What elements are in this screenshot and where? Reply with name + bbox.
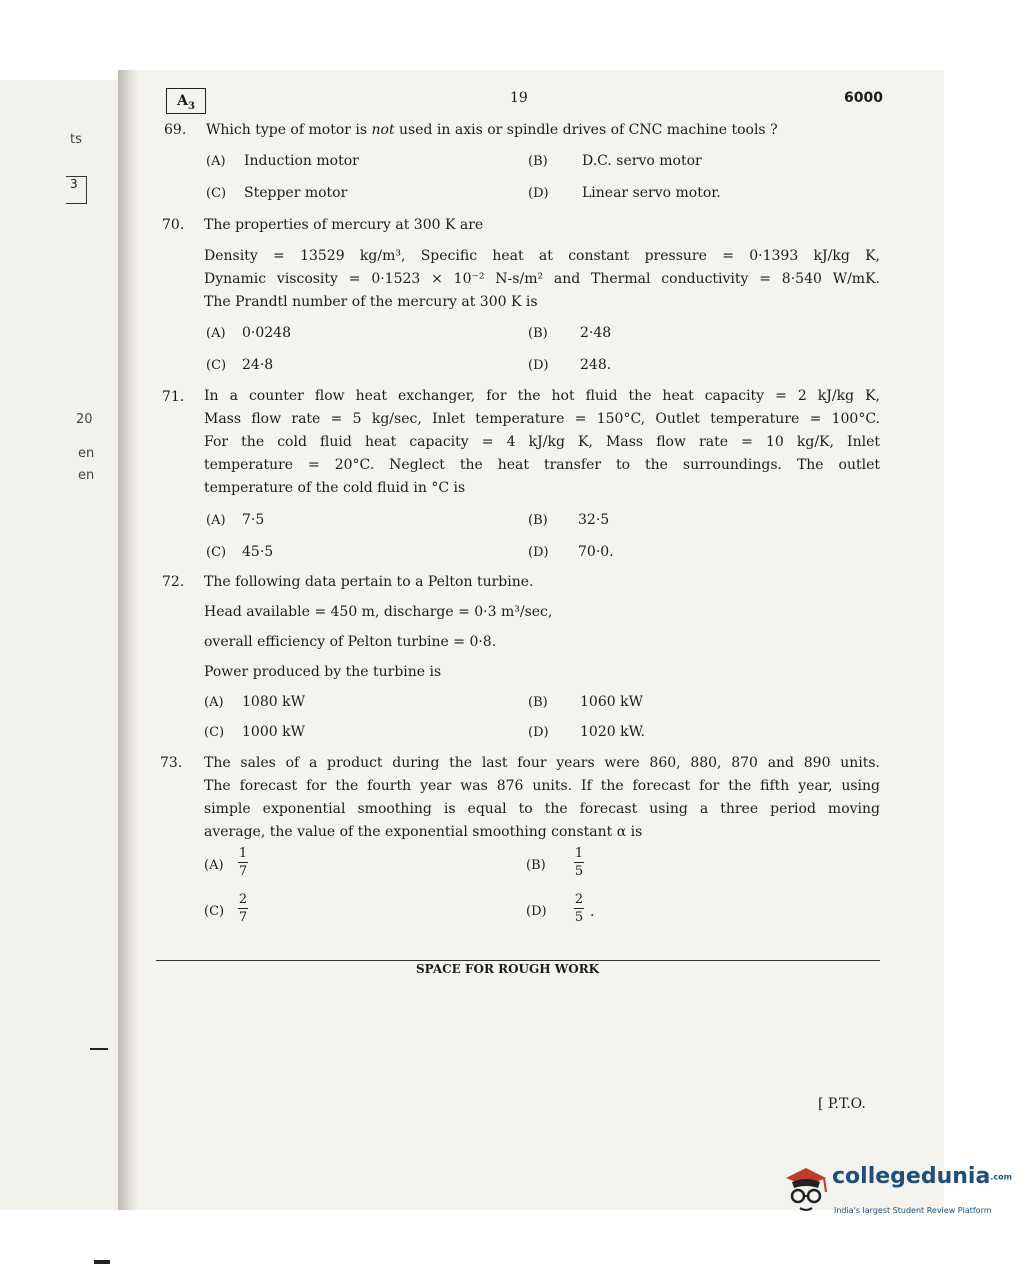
option-label: (D) xyxy=(528,545,549,560)
option-a: 7·5 xyxy=(242,512,265,528)
option-label: (C) xyxy=(206,545,227,560)
option-label: (B) xyxy=(526,858,546,873)
previous-page-number: 3 xyxy=(66,176,87,204)
option-label: (D) xyxy=(528,725,549,740)
prev-fragment: 20 xyxy=(76,412,93,427)
rough-work-label: SPACE FOR ROUGH WORK xyxy=(416,962,600,976)
option-label: (D) xyxy=(528,358,549,373)
body-line: Mass flow rate = 5 kg/sec, Inlet temperature = 150°C, Outlet temperature = 100°C. xyxy=(204,411,880,427)
question-number: 70. xyxy=(162,217,185,233)
question-text: The following data pertain to a Pelton turbine. xyxy=(204,574,534,590)
option-label: (D) xyxy=(526,904,547,919)
body-line: simple exponential smoothing is equal to the forecast using a three period moving xyxy=(204,801,880,817)
student-mascot-icon xyxy=(780,1162,832,1220)
prev-fragment: en xyxy=(78,468,95,483)
option-label: (B) xyxy=(528,513,548,528)
paper-code: 6000 xyxy=(844,90,883,106)
pto-label: [ P.T.O. xyxy=(818,1096,866,1112)
body-line: Power produced by the turbine is xyxy=(204,664,442,680)
option-label: (A) xyxy=(206,513,226,528)
brand-name: collegedunia.com xyxy=(832,1164,1012,1189)
page-number: 19 xyxy=(510,90,528,106)
prev-fragment: en xyxy=(78,446,95,461)
body-line: For the cold fluid heat capacity = 4 kJ/kg K, Mass flow rate = 10 kg/K, Inlet xyxy=(204,434,880,450)
collegedunia-logo xyxy=(780,1162,1012,1222)
option-c: Stepper motor xyxy=(244,185,348,201)
option-d: 70·0. xyxy=(578,544,614,560)
question-body xyxy=(204,752,880,844)
body-line: Dynamic viscosity = 0·1523 × 10⁻² N-s/m² and Thermal conductivity = 8·540 W/mK. xyxy=(204,271,880,287)
fraction-c: 2 7 xyxy=(238,892,248,925)
option-label: (C) xyxy=(206,186,227,201)
brand-tagline: India's largest Student Review Platform xyxy=(834,1206,992,1215)
option-label: (D) xyxy=(528,186,549,201)
body-line: overall efficiency of Pelton turbine = 0·8. xyxy=(204,634,497,650)
option-label: (B) xyxy=(528,326,548,341)
previous-page-edge xyxy=(0,80,118,1210)
body-line: average, the value of the exponential smoothing constant α is xyxy=(204,824,643,840)
question-number: 73. xyxy=(160,755,183,771)
option-a: Induction motor xyxy=(244,153,359,169)
fraction-d: 2 5 xyxy=(574,892,584,925)
option-label: (B) xyxy=(528,695,548,710)
option-label: (C) xyxy=(206,358,227,373)
option-d: 1020 kW. xyxy=(580,724,645,740)
question-number: 72. xyxy=(162,574,185,590)
option-a: 0·0248 xyxy=(242,325,291,341)
body-line: temperature of the cold fluid in °C is xyxy=(204,480,466,496)
question-set-box: $A_3$ xyxy=(166,88,206,114)
option-b: 2·48 xyxy=(580,325,612,341)
question-number: 69. xyxy=(164,122,187,138)
question-text: Which type of motor is not used in axis or spindle drives of CNC machine tools ? xyxy=(206,122,778,138)
option-c: 45·5 xyxy=(242,544,274,560)
option-label: (A) xyxy=(204,858,224,873)
option-d: Linear servo motor. xyxy=(582,185,721,201)
option-b: 32·5 xyxy=(578,512,610,528)
option-c: 24·8 xyxy=(242,357,274,373)
page-spine-shadow xyxy=(118,70,140,1210)
option-label: (C) xyxy=(204,904,225,919)
rough-work-rule xyxy=(156,960,880,961)
option-d: 248. xyxy=(580,357,612,373)
prev-rule xyxy=(94,1260,110,1264)
option-d-suffix: . xyxy=(590,904,595,920)
question-number: 71. xyxy=(162,389,185,405)
option-label: (A) xyxy=(206,326,226,341)
body-line: Density = 13529 kg/m³, Specific heat at constant pressure = 0·1393 kJ/kg K, xyxy=(204,248,880,264)
option-label: (C) xyxy=(204,725,225,740)
question-text: The properties of mercury at 300 K are xyxy=(204,217,484,233)
option-label: (A) xyxy=(204,695,224,710)
question-body xyxy=(204,245,880,314)
option-b: D.C. servo motor xyxy=(582,153,702,169)
body-line: The Prandtl number of the mercury at 300 K is xyxy=(204,294,538,310)
question-body xyxy=(204,385,880,500)
option-c: 1000 kW xyxy=(242,724,305,740)
fraction-b: 1 5 xyxy=(574,846,584,879)
option-b: 1060 kW xyxy=(580,694,643,710)
body-line: The forecast for the fourth year was 876 units. If the forecast for the fifth year, using xyxy=(204,778,880,794)
body-line: temperature = 20°C. Neglect the heat transfer to the surroundings. The outlet xyxy=(204,457,880,473)
prev-fragment: ts xyxy=(70,132,82,147)
prev-rule xyxy=(90,1048,108,1050)
body-line: In a counter flow heat exchanger, for the hot fluid the heat capacity = 2 kJ/kg K, xyxy=(204,388,880,404)
body-line: The sales of a product during the last four years were 860, 880, 870 and 890 units. xyxy=(204,755,880,771)
option-label: (B) xyxy=(528,154,548,169)
option-label: (A) xyxy=(206,154,226,169)
fraction-a: 1 7 xyxy=(238,846,248,879)
body-line: Head available = 450 m, discharge = 0·3 m³/sec, xyxy=(204,604,553,620)
option-a: 1080 kW xyxy=(242,694,305,710)
